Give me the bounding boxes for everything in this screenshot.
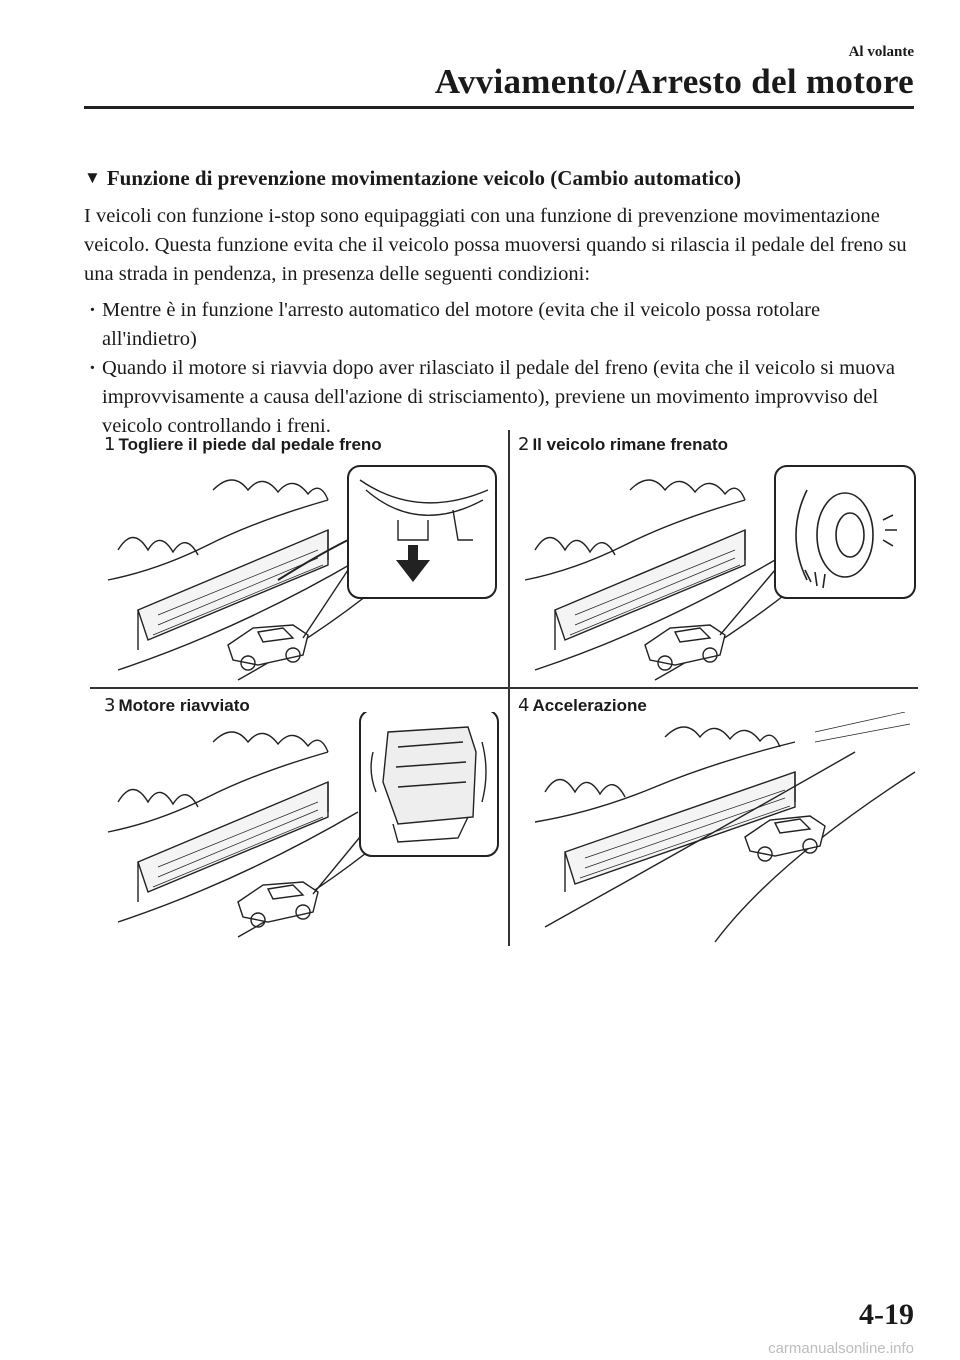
paragraph-text: I veicoli con funzione i-stop sono equipaggiati con una funzione di prevenzione movimentazione veicolo. Questa funzione evita che il veicolo possa muoversi quando si rilascia il pedale del freno su una strada in pendenza, in presenza delle seguenti condizioni: (84, 205, 907, 285)
figure-caption: Accelerazione (532, 696, 647, 715)
figure-caption: Togliere il piede dal pedale freno (118, 435, 382, 454)
header-title: Avviamento/Arresto del motore (434, 62, 914, 101)
figure-1-caption (104, 434, 382, 455)
grid-horizontal-divider (90, 687, 918, 689)
body-paragraph (84, 202, 914, 289)
illustration-grid (90, 430, 918, 948)
bullet-list (84, 296, 914, 441)
header-subtitle: Al volante (848, 44, 914, 60)
figure-caption: Il veicolo rimane frenato (532, 435, 729, 454)
section-heading (84, 166, 741, 191)
bullet-item: · Quando il motore si riavvia dopo aver rilasciato il pedale del freno (evita che il veicolo si muova improvvisamente a causa dell'azione di strisciamento), previene un movimento improvviso del veicolo controllando i freni. (84, 354, 914, 441)
section-title: Funzione di prevenzione movimentazione veicolo (Cambio automatico) (106, 166, 742, 190)
header-rule (84, 106, 914, 109)
watermark: carmanualsonline.info (768, 1340, 914, 1357)
figure-4-illustration (515, 712, 919, 944)
figure-3-illustration (98, 712, 502, 944)
figure-2-illustration (515, 460, 919, 682)
figure-number: 4 (518, 695, 530, 716)
figure-number: 2 (518, 434, 530, 455)
figure-number: 1 (104, 434, 116, 455)
figure-caption: Motore riavviato (118, 696, 250, 715)
page-number: 4-19 (859, 1298, 914, 1331)
figure-1-illustration (98, 460, 502, 682)
triangle-down-icon: ▼ (84, 168, 101, 187)
bullet-item: · Mentre è in funzione l'arresto automatico del motore (evita che il veicolo possa rotolare all'indietro) (84, 296, 914, 354)
figure-number: 3 (104, 695, 116, 716)
figure-2-caption (518, 434, 728, 455)
